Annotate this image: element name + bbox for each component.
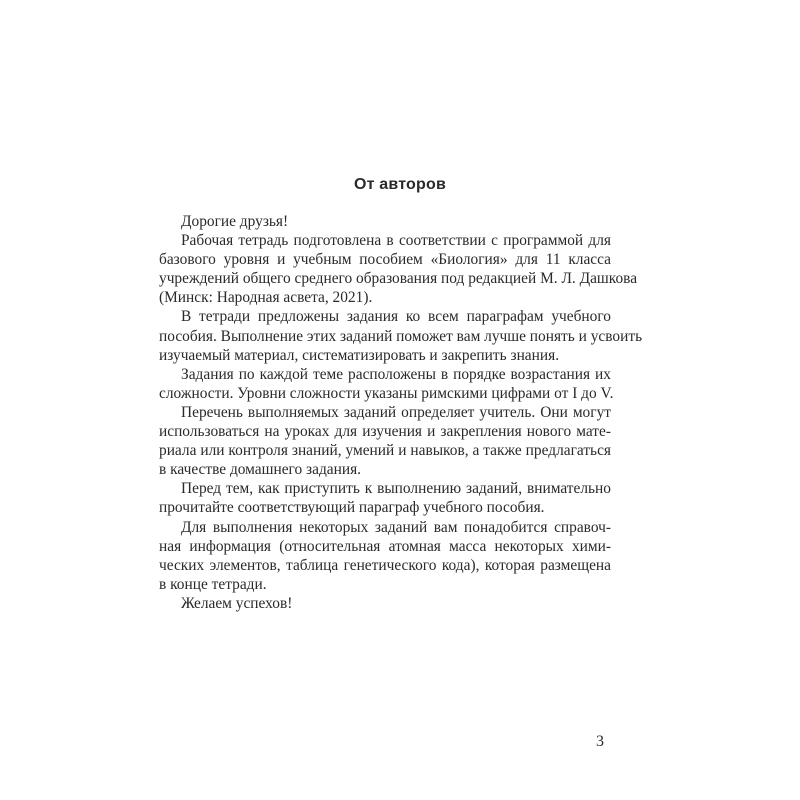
text-line: В тетради предложены задания ко всем параграфам учебного xyxy=(181,308,611,326)
text-line: Желаем успехов! xyxy=(181,594,293,612)
paragraph xyxy=(159,212,611,231)
text-line: Задания по каждой теме расположены в порядке возрастания их xyxy=(181,365,611,383)
text-line: Перечень выполняемых заданий определяет учитель. Они могут xyxy=(181,403,611,421)
body-text xyxy=(159,212,643,613)
text-line: риала или контроля знаний, умений и навыков, а также предлагаться xyxy=(159,442,611,460)
text-line: изучаемый материал, систематизировать и закрепить знания. xyxy=(159,346,560,364)
paragraph xyxy=(159,479,611,517)
text-line: ная информация (относительная атомная масса некоторых хими- xyxy=(159,537,611,555)
text-line: пособия. Выполнение этих заданий поможет вам лучше понять и усвоить xyxy=(159,327,643,345)
text-line: Перед тем, как приступить к выполнению заданий, внимательно xyxy=(181,480,611,498)
paragraph xyxy=(159,594,611,613)
page-title: От авторов xyxy=(353,176,447,193)
text-line: учреждений общего среднего образования под редакцией М. Л. Дашкова xyxy=(159,270,638,288)
paragraph xyxy=(159,231,638,307)
text-line: (Минск: Народная асвета, 2021). xyxy=(159,289,373,307)
text-line: в конце тетради. xyxy=(159,575,267,593)
text-line: прочитайте соответствующий параграф учебного пособия. xyxy=(159,499,545,517)
page-number: 3 xyxy=(596,733,604,750)
text-line: Для выполнения некоторых заданий вам понадобится справоч- xyxy=(181,518,611,536)
paragraph xyxy=(159,403,611,479)
text-line: в качестве домашнего задания. xyxy=(159,461,362,479)
text-line: сложности. Уровни сложности указаны римскими цифрами от I до V. xyxy=(159,384,614,402)
paragraph xyxy=(159,518,611,594)
paragraph xyxy=(159,365,614,403)
text-line: использоваться на уроках для изучения и закрепления нового мате- xyxy=(159,423,611,441)
text-line: ческих элементов, таблица генетического кода), которая размещена xyxy=(159,556,611,574)
text-line: базового уровня и учебным пособием «Биология» для 11 класса xyxy=(159,251,611,269)
text-line: Рабочая тетрадь подготовлена в соответствии с программой для xyxy=(181,232,611,250)
paragraph xyxy=(159,307,643,364)
text-line: Дорогие друзья! xyxy=(181,213,289,230)
